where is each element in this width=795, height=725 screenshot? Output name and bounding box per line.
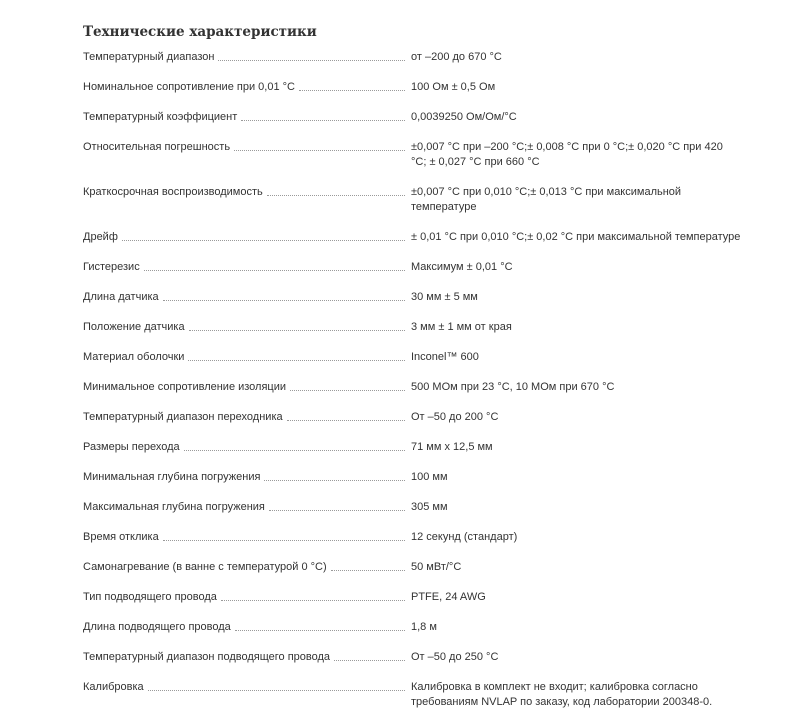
dotted-leader xyxy=(148,690,405,691)
spec-label: Положение датчика xyxy=(83,320,189,335)
dotted-leader xyxy=(221,600,405,601)
spec-value: ±0,007 °C при –200 °C;± 0,008 °C при 0 °C;± 0,020 °C при 420 °C; ± 0,027 °C при 660 °C xyxy=(411,141,723,168)
spec-label: Температурный диапазон xyxy=(83,50,218,65)
spec-value: Inconel™ 600 xyxy=(411,351,479,363)
spec-label: Минимальное сопротивление изоляции xyxy=(83,380,290,395)
spec-value: 71 мм x 12,5 мм xyxy=(411,441,493,453)
spec-value: от –200 до 670 °C xyxy=(411,51,502,63)
dotted-leader xyxy=(267,195,405,196)
spec-value: Максимум ± 0,01 °C xyxy=(411,261,513,273)
spec-label: Длина подводящего провода xyxy=(83,620,235,635)
dotted-leader xyxy=(234,150,405,151)
spec-value: 500 МОм при 23 °C, 10 МОм при 670 °C xyxy=(411,381,615,393)
dotted-leader xyxy=(264,480,405,481)
spec-label: Минимальная глубина погружения xyxy=(83,470,264,485)
spec-value: Калибровка в комплект не входит; калибровка согласно требованиям NVLAP по заказу, код лаборатории 200348-0. xyxy=(411,681,713,708)
spec-label: Гистерезис xyxy=(83,260,144,275)
spec-label: Материал оболочки xyxy=(83,350,188,365)
dotted-leader xyxy=(241,120,405,121)
spec-value: 100 Ом ± 0,5 Ом xyxy=(411,81,496,93)
dotted-leader xyxy=(287,420,405,421)
dotted-leader xyxy=(163,540,405,541)
spec-label: Длина датчика xyxy=(83,290,163,305)
spec-value: 12 секунд (стандарт) xyxy=(411,531,518,543)
dotted-leader xyxy=(184,450,405,451)
dotted-leader xyxy=(290,390,405,391)
dotted-leader xyxy=(189,330,405,331)
spec-value: 30 мм ± 5 мм xyxy=(411,291,478,303)
dotted-leader xyxy=(334,660,405,661)
spec-label: Тип подводящего провода xyxy=(83,590,221,605)
spec-value: 100 мм xyxy=(411,471,448,483)
spec-label: Температурный диапазон подводящего провода xyxy=(83,650,334,665)
spec-label: Краткосрочная воспроизводимость xyxy=(83,185,267,200)
spec-value: PTFE, 24 AWG xyxy=(411,591,486,603)
spec-value: ± 0,01 °C при 0,010 °C;± 0,02 °C при максимальной температуре xyxy=(411,231,741,243)
dotted-leader xyxy=(144,270,405,271)
spec-label: Относительная погрешность xyxy=(83,140,234,155)
spec-value: От –50 до 200 °C xyxy=(411,411,499,423)
spec-label: Температурный коэффициент xyxy=(83,110,241,125)
spec-value: 305 мм xyxy=(411,501,448,513)
spec-value: 1,8 м xyxy=(411,621,437,633)
spec-value: 3 мм ± 1 мм от края xyxy=(411,321,512,333)
spec-label: Размеры перехода xyxy=(83,440,184,455)
spec-value: 50 мВт/°C xyxy=(411,561,462,573)
dotted-leader xyxy=(235,630,405,631)
dotted-leader xyxy=(163,300,405,301)
spec-label: Калибровка xyxy=(83,680,148,695)
spec-label: Самонагревание (в ванне с температурой 0 °C) xyxy=(83,560,331,575)
dotted-leader xyxy=(218,60,405,61)
dotted-leader xyxy=(188,360,405,361)
spec-value: От –50 до 250 °C xyxy=(411,651,499,663)
spec-label: Температурный диапазон переходника xyxy=(83,410,287,425)
dotted-leader xyxy=(122,240,405,241)
dotted-leader xyxy=(269,510,405,511)
dotted-leader xyxy=(331,570,405,571)
dotted-leader xyxy=(299,90,405,91)
spec-value: ±0,007 °C при 0,010 °C;± 0,013 °C при максимальной температуре xyxy=(411,186,682,213)
spec-label: Номинальное сопротивление при 0,01 °C xyxy=(83,80,299,95)
section-title: Технические характеристики xyxy=(83,24,317,40)
spec-value: 0,0039250 Ом/Ом/°C xyxy=(411,111,517,123)
spec-label: Время отклика xyxy=(83,530,163,545)
spec-label: Максимальная глубина погружения xyxy=(83,500,269,515)
spec-label: Дрейф xyxy=(83,230,122,245)
